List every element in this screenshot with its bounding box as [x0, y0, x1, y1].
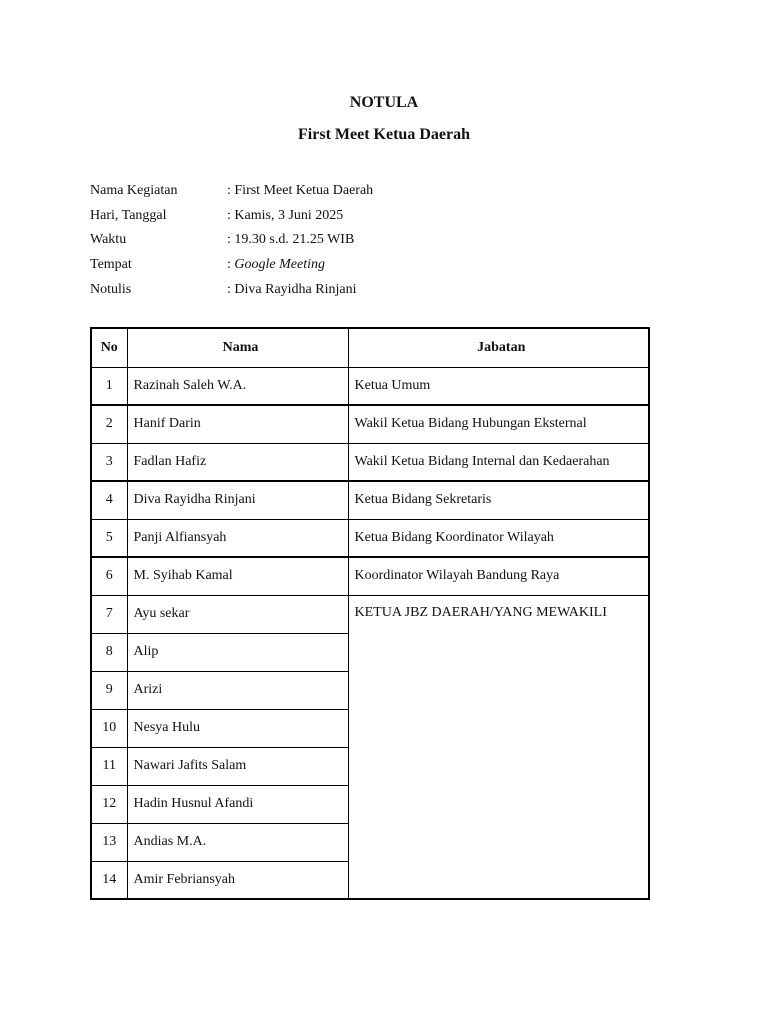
info-row-notetaker [90, 277, 373, 302]
row-nama: M. Syihab Kamal [127, 557, 348, 595]
row-no: 8 [91, 633, 127, 671]
document-subtitle: First Meet Ketua Daerah [298, 126, 470, 143]
row-no: 6 [91, 557, 127, 595]
row-no: 13 [91, 823, 127, 861]
row-no: 2 [91, 405, 127, 443]
info-value-italic: Google Meeting [234, 257, 325, 273]
info-label: Nama Kegiatan [90, 183, 178, 199]
info-label: Hari, Tanggal [90, 207, 167, 223]
table-row [91, 443, 649, 481]
document-title: NOTULA [349, 94, 419, 111]
row-nama: Razinah Saleh W.A. [127, 367, 348, 405]
meeting-info [90, 179, 373, 302]
row-no: 3 [91, 443, 127, 481]
row-jabatan: Wakil Ketua Bidang Internal dan Kedaerahan [348, 443, 649, 481]
row-jabatan: Ketua Bidang Koordinator Wilayah [348, 519, 649, 557]
row-nama: Amir Febriansyah [127, 861, 348, 899]
row-jabatan: Ketua Bidang Sekretaris [348, 481, 649, 519]
row-nama: Diva Rayidha Rinjani [127, 481, 348, 519]
row-nama: Andias M.A. [127, 823, 348, 861]
row-no: 9 [91, 671, 127, 709]
header-nama: Nama [127, 328, 348, 367]
row-nama: Nesya Hulu [127, 709, 348, 747]
info-value: : Kamis, 3 Juni 2025 [227, 207, 344, 223]
row-no: 10 [91, 709, 127, 747]
row-nama: Arizi [127, 671, 348, 709]
header-no: No [91, 328, 127, 367]
info-value [227, 257, 325, 273]
info-value: : Diva Rayidha Rinjani [227, 281, 357, 297]
row-nama: Panji Alfiansyah [127, 519, 348, 557]
info-value-prefix: : [227, 257, 235, 273]
row-no: 1 [91, 367, 127, 405]
row-nama: Hanif Darin [127, 405, 348, 443]
row-no: 7 [91, 595, 127, 633]
row-nama: Alip [127, 633, 348, 671]
info-value: : 19.30 s.d. 21.25 WIB [227, 232, 355, 248]
table-row [91, 519, 649, 557]
info-value: : First Meet Ketua Daerah [227, 183, 374, 199]
table-row [91, 405, 649, 443]
table-header-row [91, 328, 649, 367]
table-row [91, 367, 649, 405]
row-nama: Hadin Husnul Afandi [127, 785, 348, 823]
row-jabatan-merged: KETUA JBZ DAERAH/YANG MEWAKILI [348, 595, 649, 899]
info-row-date [90, 204, 373, 229]
info-row-time [90, 228, 373, 253]
row-nama: Nawari Jafits Salam [127, 747, 348, 785]
row-jabatan: Koordinator Wilayah Bandung Raya [348, 557, 649, 595]
row-jabatan: Wakil Ketua Bidang Hubungan Eksternal [348, 405, 649, 443]
info-row-place [90, 253, 373, 278]
row-no: 14 [91, 861, 127, 899]
row-no: 5 [91, 519, 127, 557]
table-row [91, 595, 649, 633]
info-label: Tempat [90, 257, 132, 273]
info-row-activity [90, 179, 373, 204]
table-row [91, 481, 649, 519]
row-jabatan: Ketua Umum [348, 367, 649, 405]
row-no: 11 [91, 747, 127, 785]
info-label: Waktu [90, 232, 127, 248]
row-no: 4 [91, 481, 127, 519]
row-nama: Fadlan Hafiz [127, 443, 348, 481]
attendance-table [90, 327, 650, 900]
table-row [91, 557, 649, 595]
header-jabatan: Jabatan [348, 328, 649, 367]
row-no: 12 [91, 785, 127, 823]
info-label: Notulis [90, 281, 132, 297]
row-nama: Ayu sekar [127, 595, 348, 633]
